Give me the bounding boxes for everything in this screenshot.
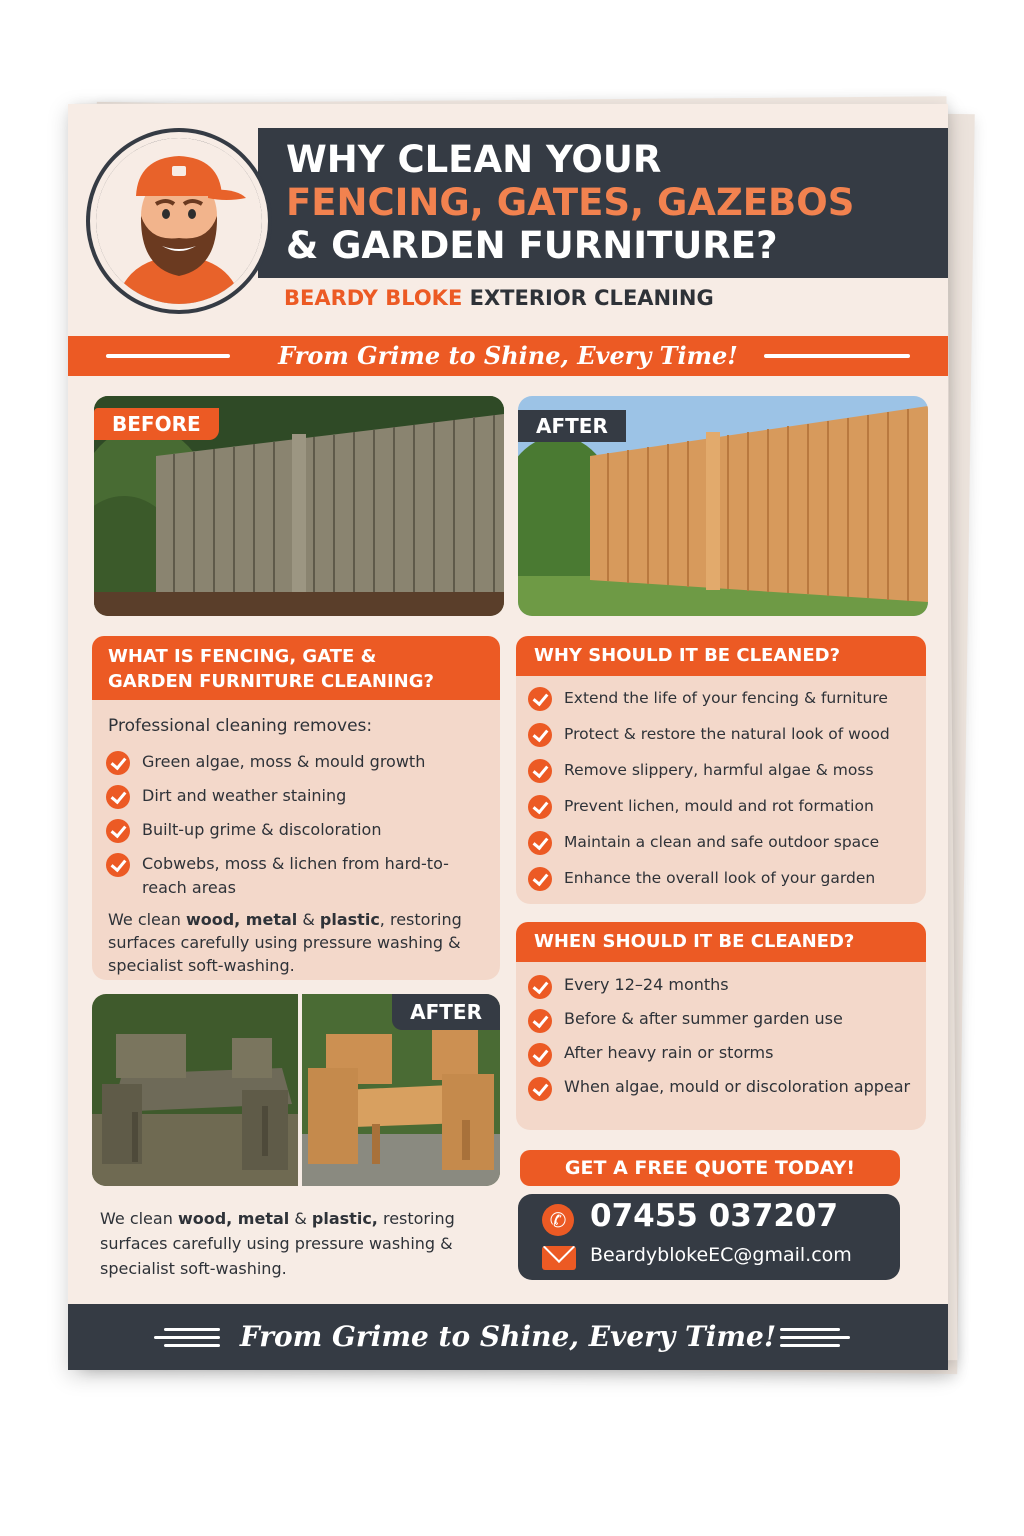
title-line-3: & GARDEN FURNITURE? bbox=[286, 224, 778, 267]
after-furniture-photo bbox=[302, 994, 500, 1186]
before-label: BEFORE bbox=[94, 408, 219, 440]
title-line-2: FENCING, GATES, GAZEBOS bbox=[286, 181, 855, 224]
what-is-panel bbox=[92, 636, 500, 980]
check-icon bbox=[106, 785, 130, 809]
check-icon bbox=[106, 853, 130, 877]
check-icon bbox=[528, 975, 552, 999]
phone-icon: ✆ bbox=[542, 1204, 574, 1236]
what-heading-line-1: WHAT IS FENCING, GATE & bbox=[108, 646, 377, 667]
bottom-paragraph: We clean wood, metal & plastic, restoring surfaces carefully using pressure washing & specialist soft-washing. bbox=[100, 1209, 455, 1278]
email-address[interactable]: BeardyblokeEC@gmail.com bbox=[590, 1244, 852, 1266]
when-heading: WHEN SHOULD IT BE CLEANED? bbox=[516, 922, 926, 962]
check-icon bbox=[528, 723, 552, 747]
contact-box bbox=[518, 1194, 900, 1280]
list-item: Protect & restore the natural look of wood bbox=[528, 722, 924, 746]
check-icon bbox=[106, 819, 130, 843]
after-label: AFTER bbox=[518, 410, 626, 442]
list-item: Cobwebs, moss & lichen from hard-to-reach areas bbox=[106, 852, 486, 900]
when-panel bbox=[516, 922, 926, 1130]
check-icon bbox=[528, 1043, 552, 1067]
when-list bbox=[528, 974, 924, 1098]
page-title bbox=[286, 138, 936, 267]
list-item: After heavy rain or storms bbox=[528, 1042, 924, 1064]
check-icon bbox=[528, 867, 552, 891]
what-intro: Professional cleaning removes: bbox=[108, 716, 373, 736]
footer-slogan: From Grime to Shine, Every Time! bbox=[239, 1320, 777, 1353]
slogan-text: From Grime to Shine, Every Time! bbox=[278, 341, 738, 370]
list-item: Prevent lichen, mould and rot formation bbox=[528, 794, 924, 818]
why-panel bbox=[516, 636, 926, 904]
title-line-1: WHY CLEAN YOUR bbox=[286, 138, 662, 181]
list-item: Dirt and weather staining bbox=[106, 784, 486, 808]
what-list bbox=[106, 750, 486, 900]
check-icon bbox=[528, 687, 552, 711]
brand-accent: BEARDY BLOKE bbox=[284, 286, 463, 310]
quote-cta: GET A FREE QUOTE TODAY! bbox=[520, 1150, 900, 1186]
list-item: Enhance the overall look of your garden bbox=[528, 866, 924, 890]
list-item: Remove slippery, harmful algae & moss bbox=[528, 758, 924, 782]
why-list bbox=[528, 686, 924, 890]
check-icon bbox=[106, 751, 130, 775]
furniture-after-label: AFTER bbox=[392, 994, 500, 1030]
footer-band bbox=[68, 1304, 948, 1370]
check-icon bbox=[528, 759, 552, 783]
check-icon bbox=[528, 795, 552, 819]
check-icon bbox=[528, 1009, 552, 1033]
phone-number[interactable]: 07455 037207 bbox=[590, 1198, 839, 1234]
check-icon bbox=[528, 1077, 552, 1101]
slogan-bar bbox=[68, 336, 948, 376]
brand-name bbox=[284, 286, 714, 310]
list-item: Maintain a clean and safe outdoor space bbox=[528, 830, 924, 854]
flyer bbox=[68, 104, 948, 1370]
list-item: Before & after summer garden use bbox=[528, 1008, 924, 1030]
mail-icon bbox=[542, 1246, 576, 1270]
list-item: Built-up grime & discoloration bbox=[106, 818, 486, 842]
list-item: Green algae, moss & mould growth bbox=[106, 750, 486, 774]
what-is-heading bbox=[92, 636, 500, 700]
mascot-avatar bbox=[90, 132, 268, 310]
before-furniture-photo bbox=[92, 994, 298, 1186]
after-fence-photo bbox=[518, 396, 928, 616]
list-item: Every 12–24 months bbox=[528, 974, 924, 996]
what-heading-line-2: GARDEN FURNITURE CLEANING? bbox=[108, 671, 434, 692]
brand-rest: EXTERIOR CLEANING bbox=[462, 286, 714, 310]
check-icon bbox=[528, 831, 552, 855]
why-heading: WHY SHOULD IT BE CLEANED? bbox=[516, 636, 926, 676]
before-fence-photo bbox=[94, 396, 504, 616]
list-item: When algae, mould or discoloration appear bbox=[528, 1076, 924, 1098]
list-item: Extend the life of your fencing & furniture bbox=[528, 686, 924, 710]
bearded-man-icon bbox=[96, 138, 262, 304]
what-closing-text: We clean wood, metal & plastic, restoring surfaces carefully using pressure washing & specialist soft-washing. bbox=[108, 910, 462, 975]
